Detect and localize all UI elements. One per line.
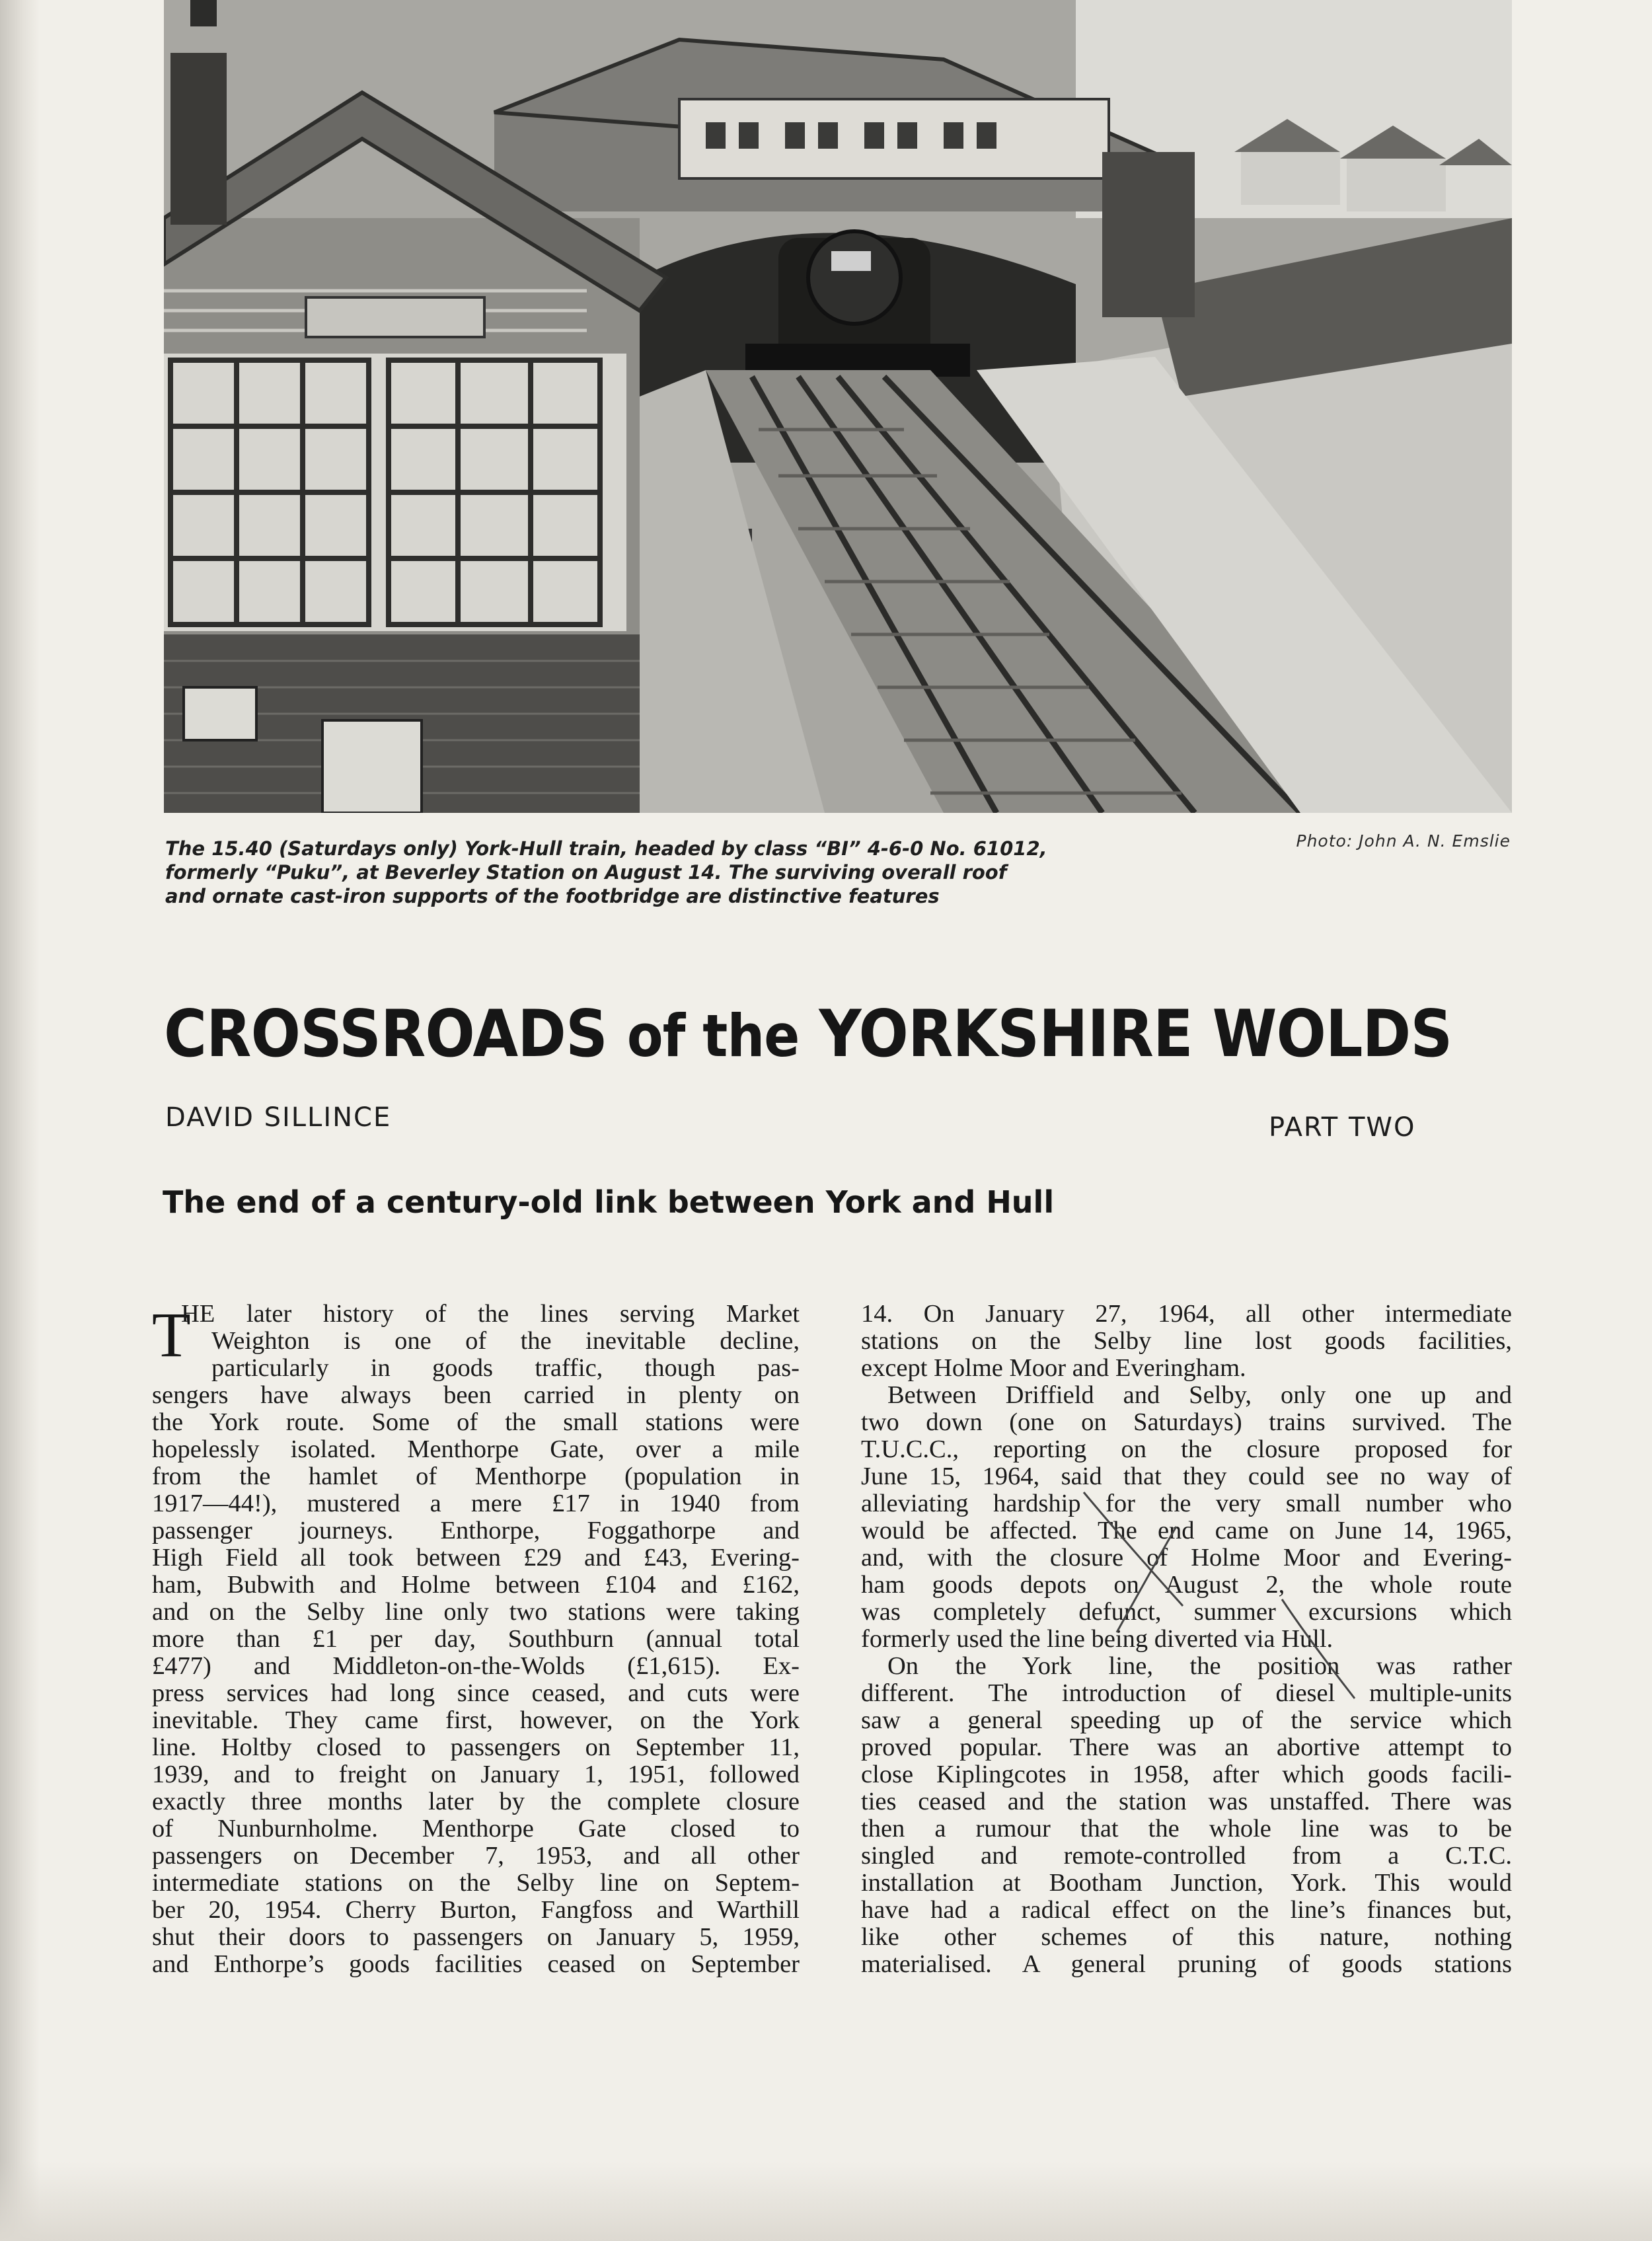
headline-of-the: of the <box>626 1002 800 1070</box>
text-line: and, with the closure of Holme Moor and Evering- <box>861 1544 1512 1572</box>
text-line: singled and remote-controlled from a C.T.C. <box>861 1842 1512 1870</box>
text-line: intermediate stations on the Selby line on Septem- <box>152 1869 800 1897</box>
text-line: T.U.C.C., reporting on the closure proposed for <box>861 1435 1512 1463</box>
text-line: shut their doors to passengers on January 5, 1959, <box>152 1923 800 1951</box>
text-line: except Holme Moor and Everingham. <box>861 1354 1246 1382</box>
caption-line: formerly “Puku”, at Beverley Station on August 14. The surviving overall roof <box>165 861 1007 884</box>
text-line: ham, Bubwith and Holme between £104 and £162, <box>152 1571 800 1599</box>
caption-line: The 15.40 (Saturdays only) York-Hull train, headed by class “BI” 4-6-0 No. 61012, <box>165 837 1047 860</box>
text-line: inevitable. They came first, however, on the York <box>152 1706 800 1734</box>
text-line: and on the Selby line only two stations were taking <box>152 1598 800 1626</box>
text-line: was completely defunct, summer excursions which <box>861 1598 1512 1626</box>
article-headline <box>164 997 1452 1073</box>
text-line: hopelessly isolated. Menthorpe Gate, over a mile <box>152 1435 800 1463</box>
page-bottom-shadow <box>0 2162 1652 2241</box>
text-line: proved popular. There was an abortive attempt to <box>861 1733 1512 1761</box>
text-line: alleviating hardship for the very small number who <box>861 1490 1512 1517</box>
text-line: ber 20, 1954. Cherry Burton, Fangfoss and Warthill <box>152 1896 800 1924</box>
page-edge-shadow <box>0 0 40 2241</box>
text-line: two down (one on Saturdays) trains survived. The <box>861 1408 1512 1436</box>
text-line: close Kiplingcotes in 1958, after which goods facili- <box>861 1761 1512 1788</box>
text-line: 1939, and to freight on January 1, 1951, followed <box>152 1761 800 1788</box>
text-line: HE later history of the lines serving Market <box>181 1300 800 1328</box>
text-line: 14. On January 27, 1964, all other intermediate <box>861 1300 1512 1328</box>
text-line: have had a radical effect on the line’s finances but, <box>861 1896 1512 1924</box>
text-line: 1917—44!), mustered a mere £17 in 1940 from <box>152 1490 800 1517</box>
headline-crossroads: CROSSROADS <box>164 997 607 1072</box>
text-line: passenger journeys. Enthorpe, Foggathorpe and <box>152 1517 800 1544</box>
text-line: different. The introduction of diesel multiple-units <box>861 1679 1512 1707</box>
author-byline: DAVID SILLINCE <box>165 1102 392 1133</box>
text-line: line. Holtby closed to passengers on September 11, <box>152 1733 800 1761</box>
text-line: sengers have always been carried in plenty on <box>152 1381 800 1409</box>
article-subtitle: The end of a century-old link between York and Hull <box>163 1184 1055 1220</box>
text-line: materialised. A general pruning of goods stations <box>861 1950 1512 1978</box>
left-column <box>152 1301 800 1978</box>
text-line: of Nunburnholme. Menthorpe Gate closed to <box>152 1815 800 1842</box>
text-line: High Field all took between £29 and £43, Evering- <box>152 1544 800 1572</box>
drop-cap: T <box>152 1299 191 1370</box>
text-line: particularly in goods traffic, though pas- <box>211 1354 800 1382</box>
text-line: passengers on December 7, 1953, and all other <box>152 1842 800 1870</box>
text-line: and Enthorpe’s goods facilities ceased on September <box>152 1950 800 1978</box>
text-line: then a rumour that the whole line was to be <box>861 1815 1512 1842</box>
text-line: press services had long since ceased, and cuts were <box>152 1679 800 1707</box>
photo-credit: Photo: John A. N. Emslie <box>1296 831 1511 851</box>
text-line: more than £1 per day, Southburn (annual total <box>152 1625 800 1653</box>
text-line: Weighton is one of the inevitable decline, <box>211 1327 800 1355</box>
text-line: ham goods depots on August 2, the whole route <box>861 1571 1512 1599</box>
text-line: like other schemes of this nature, nothing <box>861 1923 1512 1951</box>
text-line: On the York line, the position was rather <box>887 1652 1512 1680</box>
text-line: June 15, 1964, said that they could see no way of <box>861 1462 1512 1490</box>
photo-caption <box>165 837 1104 908</box>
text-line: would be affected. The end came on June 14, 1965, <box>861 1517 1512 1544</box>
text-line: stations on the Selby line lost goods facilities, <box>861 1327 1512 1355</box>
text-line: ties ceased and the station was unstaffed. There was <box>861 1788 1512 1815</box>
text-line: saw a general speeding up of the service which <box>861 1706 1512 1734</box>
text-line: £477) and Middleton-on-the-Wolds (£1,615). Ex- <box>152 1652 800 1680</box>
text-line: formerly used the line being diverted via Hull. <box>861 1625 1333 1653</box>
headline-yorkshire-wolds: YORKSHIRE WOLDS <box>819 997 1452 1072</box>
caption-line: and ornate cast-iron supports of the footbridge are distinctive features <box>165 885 940 907</box>
text-line: Between Driffield and Selby, only one up and <box>887 1381 1512 1409</box>
station-photograph <box>164 0 1512 813</box>
text-line: exactly three months later by the complete closure <box>152 1788 800 1815</box>
right-column <box>861 1301 1512 1978</box>
part-label: PART TWO <box>1269 1112 1416 1143</box>
text-line: the York route. Some of the small stations were <box>152 1408 800 1436</box>
text-line: installation at Bootham Junction, York. This would <box>861 1869 1512 1897</box>
text-line: from the hamlet of Menthorpe (population in <box>152 1462 800 1490</box>
